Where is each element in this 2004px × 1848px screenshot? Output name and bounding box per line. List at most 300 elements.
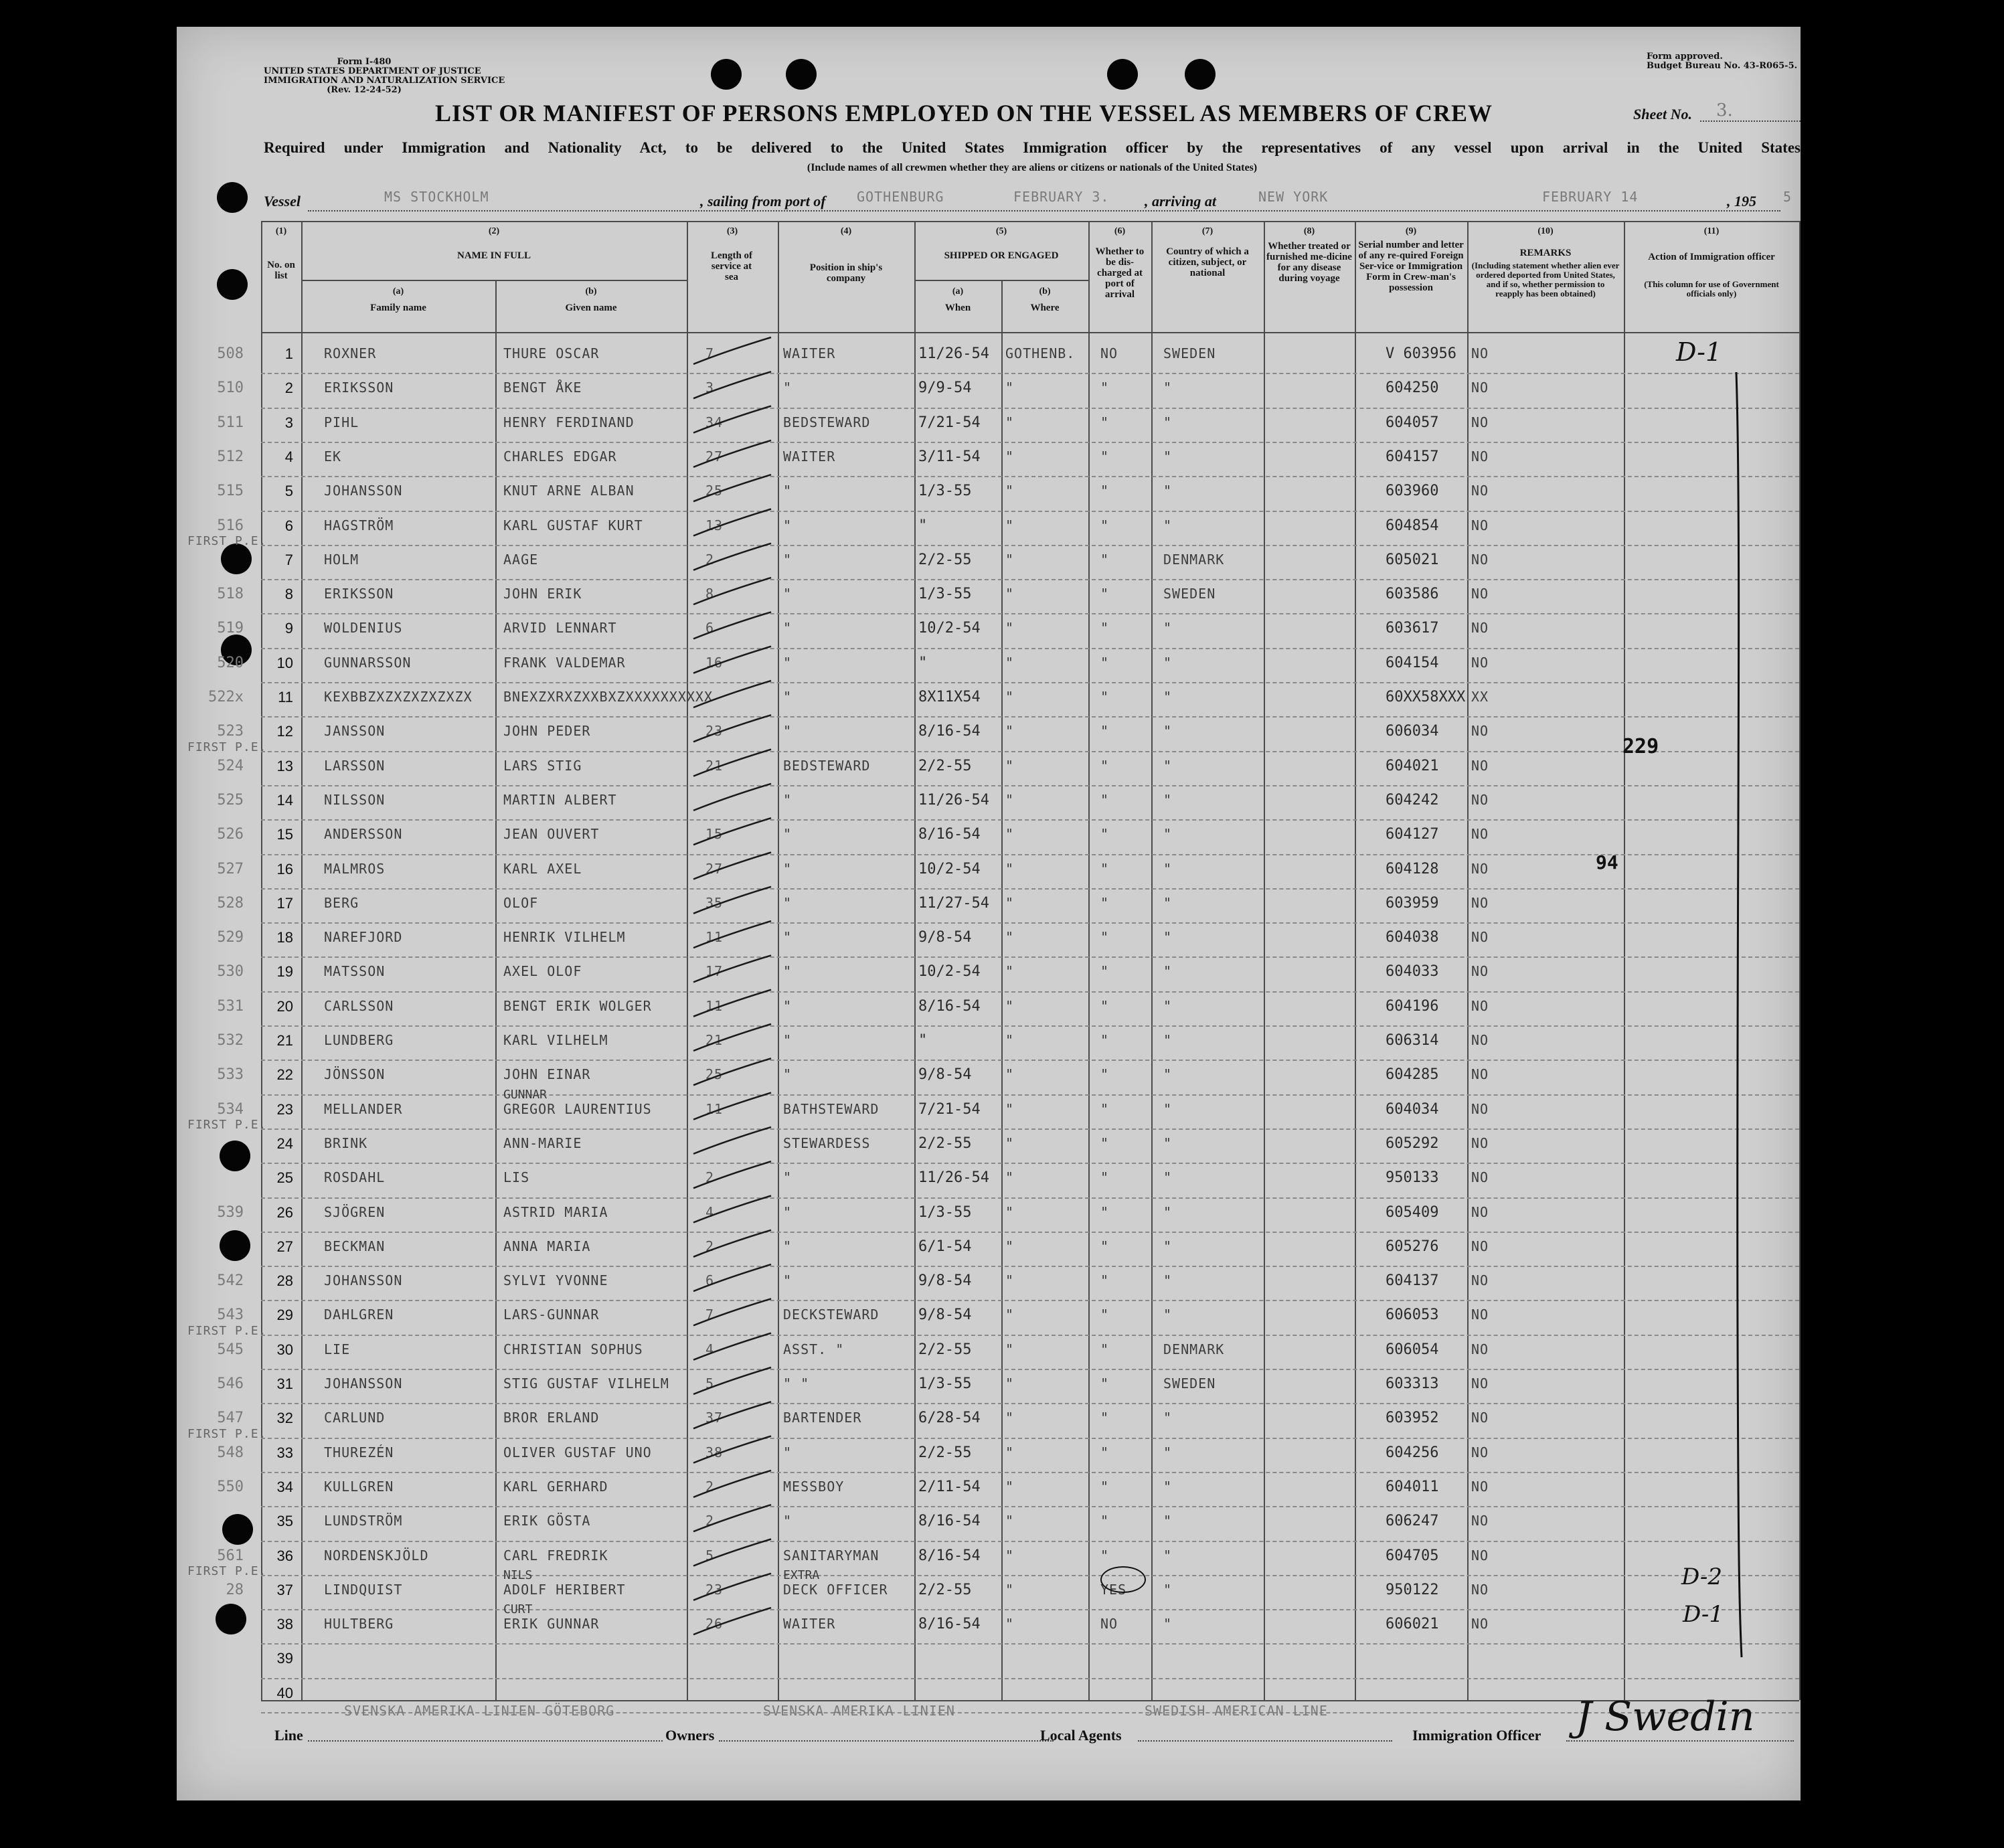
row-dis: " [1100, 1307, 1110, 1323]
revision: (Rev. 12-24-52) [327, 85, 402, 95]
row-dis: " [1100, 1272, 1110, 1289]
slash-mark [693, 1539, 771, 1566]
row-dis: " [1100, 894, 1110, 911]
row-rem: NO [1471, 963, 1489, 980]
row-los: 2 [705, 1478, 715, 1495]
row-dis: " [1100, 1375, 1110, 1392]
annotation-d1-top: D-1 [1676, 337, 1722, 367]
row-rem: NO [1471, 345, 1489, 361]
row-serial: 604034 [1386, 1100, 1439, 1118]
row-when: 1/3-55 [918, 586, 972, 603]
row-divider [261, 1506, 1799, 1507]
row-dis: " [1100, 723, 1110, 740]
row-serial: 603959 [1386, 894, 1439, 912]
row-country: " [1163, 1513, 1173, 1529]
row-serial: 60XX58XXX [1386, 689, 1466, 705]
row-ord: 529 [217, 929, 244, 946]
row-country: " [1163, 620, 1173, 637]
punch-hole [786, 59, 817, 90]
row-serial: 604127 [1386, 826, 1439, 843]
row-divider [261, 751, 1799, 752]
row-given: BROR ERLAND [503, 1410, 600, 1426]
row-no: 32 [276, 1410, 293, 1427]
row-country: " [1163, 1410, 1173, 1426]
col11-subheader: (This column for use of Government officials only) [1644, 279, 1779, 299]
sheet-label: Sheet No. [1633, 106, 1692, 122]
row-where: " [1005, 894, 1015, 911]
slash-mark [693, 1436, 771, 1463]
row-serial: 603586 [1386, 586, 1439, 603]
row-where: " [1005, 551, 1015, 568]
row-no: 35 [276, 1513, 293, 1530]
first-pe-label: FIRST P.E. [187, 1323, 267, 1338]
row-no: 34 [276, 1478, 293, 1495]
row-given: CHARLES EDGAR [503, 448, 617, 465]
row-rem: NO [1471, 1169, 1489, 1186]
row-given: OLIVER GUSTAF UNO [503, 1444, 652, 1460]
row-rem: NO [1471, 483, 1489, 499]
row-divider [261, 476, 1799, 477]
row-where: " [1005, 654, 1015, 671]
row-dis: " [1100, 1341, 1110, 1357]
row-rem: NO [1471, 1307, 1489, 1323]
punch-hole [220, 1141, 250, 1171]
row-given-top: GUNNAR [503, 1087, 548, 1102]
row-los: 2 [705, 1238, 715, 1254]
row-country: " [1163, 1238, 1173, 1254]
col5a-letter: (a) [952, 286, 964, 297]
row-serial: 604021 [1386, 757, 1439, 774]
row-pos: " [783, 1032, 792, 1048]
row-serial: V 603956 [1386, 345, 1456, 362]
col2-number: (2) [488, 226, 500, 236]
subheader-line [914, 280, 1088, 281]
owners-label: Owners [665, 1727, 715, 1744]
row-rem: NO [1471, 1410, 1489, 1426]
row-los: 13 [705, 517, 724, 533]
row-divider [261, 1369, 1799, 1370]
row-rem: NO [1471, 517, 1489, 533]
row-country: " [1163, 1203, 1173, 1220]
row-pos: BEDSTEWARD [783, 414, 871, 430]
row-where: " [1005, 1066, 1015, 1083]
col2b-letter: (b) [585, 286, 597, 297]
row-los: 7 [705, 1307, 715, 1323]
row-family: JOHANSSON [324, 1272, 403, 1289]
row-serial: 605021 [1386, 551, 1439, 568]
col8-number: (8) [1303, 226, 1315, 236]
row-los: 11 [705, 1100, 724, 1117]
row-rem: NO [1471, 860, 1489, 877]
row-no: 11 [278, 689, 293, 705]
sailing-label: , sailing from port of [700, 193, 826, 209]
row-given: KARL GERHARD [503, 1478, 608, 1495]
row-serial: 950122 [1386, 1581, 1439, 1598]
slash-mark [693, 1402, 771, 1428]
row-family: DAHLGREN [324, 1307, 394, 1323]
row-when: " [918, 654, 928, 671]
row-country: " [1163, 483, 1173, 499]
first-pe-label: FIRST P.E. [187, 1117, 267, 1132]
punch-hole [216, 1604, 246, 1634]
row-pos: " [783, 826, 792, 843]
row-dis: " [1100, 997, 1110, 1014]
row-divider [261, 511, 1799, 512]
row-serial: 604196 [1386, 997, 1439, 1015]
row-serial: 606247 [1386, 1513, 1439, 1530]
row-ord: 531 [217, 997, 244, 1015]
row-no: 31 [276, 1375, 293, 1392]
row-los: 25 [705, 1066, 724, 1083]
row-rem: NO [1471, 1203, 1489, 1220]
row-when: 1/3-55 [918, 483, 972, 500]
row-dis: " [1100, 1547, 1110, 1564]
arriving-port: NEW YORK [1258, 189, 1329, 205]
row-divider [261, 579, 1799, 580]
row-country: " [1163, 1547, 1173, 1564]
row-where: " [1005, 380, 1015, 396]
row-los: 6 [705, 1272, 715, 1289]
row-family: ROXNER [324, 345, 377, 361]
row-family: HAGSTRÖM [324, 517, 394, 533]
row-given: JOHN EINAR [503, 1066, 591, 1083]
row-family: CARLSSON [324, 997, 394, 1014]
row-divider [261, 991, 1799, 993]
subheader-line [301, 280, 687, 281]
row-ord: 548 [217, 1444, 244, 1461]
officer-signature: J Swedin [1576, 1693, 1755, 1740]
row-pos: " [783, 1066, 792, 1083]
col2a-letter: (a) [392, 286, 404, 297]
row-no: 12 [276, 723, 293, 740]
row-dis: " [1100, 860, 1110, 877]
line-label: Line [274, 1727, 303, 1744]
col3-header: Length of service at sea [710, 250, 753, 282]
row-pos: STEWARDESS [783, 1135, 871, 1151]
row-dis: YES [1100, 1581, 1127, 1598]
first-pe-label: FIRST P.E. [187, 533, 267, 548]
row-no: 40 [276, 1684, 293, 1701]
row-ord: 550 [217, 1478, 244, 1495]
row-pos: BATHSTEWARD [783, 1100, 880, 1117]
row-los: 27 [705, 448, 724, 465]
row-serial: 605276 [1386, 1238, 1439, 1255]
row-where: " [1005, 1616, 1015, 1632]
vessel-label: Vessel [264, 193, 301, 209]
row-family: LIE [324, 1341, 351, 1357]
row-country: DENMARK [1163, 551, 1225, 568]
row-given: JOHN PEDER [503, 723, 591, 740]
row-given: SYLVI YVONNE [503, 1272, 608, 1289]
row-rem: NO [1471, 791, 1489, 808]
row-dis: NO [1100, 345, 1118, 361]
first-pe-label: FIRST P.E. [187, 740, 267, 754]
row-where: GOTHENB. [1005, 345, 1076, 361]
col2a-header: Family name [370, 303, 426, 313]
col9-number: (9) [1405, 226, 1417, 236]
row-pos: WAITER [783, 1616, 836, 1632]
row-where: " [1005, 483, 1015, 499]
row-where: " [1005, 1581, 1015, 1598]
row-when: 8/16-54 [918, 826, 981, 843]
row-ord: 546 [217, 1375, 244, 1392]
row-family: SJÖGREN [324, 1203, 386, 1220]
row-given: KARL AXEL [503, 860, 582, 877]
row-family: ROSDAHL [324, 1169, 386, 1186]
row-rem: NO [1471, 929, 1489, 946]
row-no: 38 [276, 1616, 293, 1633]
action-bracket [1624, 332, 1799, 1700]
row-los: 26 [705, 1616, 724, 1632]
row-family: KEXBBZXZXZXZXZXZX [324, 689, 473, 705]
row-family: JOHANSSON [324, 483, 403, 499]
row-pos: " [783, 1203, 792, 1220]
row-los: 2 [705, 1169, 715, 1186]
col3-number: (3) [726, 226, 738, 236]
row-pos: DECK OFFICER [783, 1581, 888, 1598]
row-given: LARS STIG [503, 757, 582, 774]
row-dis: " [1100, 1135, 1110, 1151]
row-where: " [1005, 414, 1015, 430]
row-ord: 545 [217, 1341, 244, 1358]
col5b-letter: (b) [1039, 286, 1051, 297]
row-where: " [1005, 448, 1015, 465]
row-los: 3 [705, 380, 715, 396]
row-pos: " [783, 929, 792, 946]
row-divider [261, 1266, 1799, 1267]
row-when: 6/28-54 [918, 1410, 981, 1427]
row-ord: 524 [217, 757, 244, 774]
row-pos: " [783, 963, 792, 980]
row-rem: NO [1471, 620, 1489, 637]
col10-number: (10) [1537, 226, 1554, 236]
row-ord: 518 [217, 586, 244, 603]
row-when: 7/21-54 [918, 1100, 981, 1118]
row-los: 25 [705, 483, 724, 499]
slash-mark [693, 578, 771, 604]
row-country: " [1163, 929, 1173, 946]
row-los: 5 [705, 1375, 715, 1392]
sheet-number: 3. [1716, 100, 1733, 120]
row-country: " [1163, 1100, 1173, 1117]
row-where: " [1005, 757, 1015, 774]
row-given: LIS [503, 1169, 530, 1186]
row-family: MELLANDER [324, 1100, 403, 1117]
row-no: 18 [276, 929, 293, 946]
row-dis: NO [1100, 1616, 1118, 1632]
row-where: " [1005, 1444, 1015, 1460]
row-country: " [1163, 448, 1173, 465]
slash-mark [693, 1298, 771, 1325]
row-divider [261, 373, 1799, 374]
row-dis: " [1100, 551, 1110, 568]
row-dis: " [1100, 757, 1110, 774]
row-divider [261, 1403, 1799, 1404]
row-when: 11/27-54 [918, 894, 989, 912]
row-given-top: CURT [503, 1602, 533, 1617]
row-serial: 604057 [1386, 414, 1439, 431]
row-los: 4 [705, 1341, 715, 1357]
row-ord: 530 [217, 963, 244, 981]
slash-mark [693, 1574, 771, 1600]
punch-hole [1107, 59, 1138, 90]
arriving-date: FEBRUARY 14 [1542, 189, 1639, 205]
row-given: ARVID LENNART [503, 620, 617, 637]
table-bottom-border [261, 1700, 1799, 1701]
row-no: 5 [284, 483, 293, 500]
row-when: 1/3-55 [918, 1203, 972, 1221]
row-divider [261, 854, 1799, 855]
row-divider [261, 819, 1799, 821]
row-los: 38 [705, 1444, 724, 1460]
slash-mark [693, 990, 771, 1017]
yes-circle [1100, 1566, 1146, 1593]
row-family: MALMROS [324, 860, 386, 877]
required-text: Required under Immigration and Nationality Act, to be delivered to the United States Immigration officer by the representatives of any vessel upon arrival in the United States [264, 139, 1801, 156]
row-given: KNUT ARNE ALBAN [503, 483, 635, 499]
row-no: 14 [276, 791, 293, 809]
row-rem: NO [1471, 1513, 1489, 1529]
row-family: NAREFJORD [324, 929, 403, 946]
row-divider [261, 442, 1799, 443]
row-ord: 543 [217, 1307, 244, 1324]
row-when: 3/11-54 [918, 448, 981, 465]
row-los: 5 [705, 1547, 715, 1564]
row-given: CARL FREDRIK [503, 1547, 608, 1564]
row-ord: 527 [217, 860, 244, 877]
row-no: 37 [276, 1581, 293, 1598]
row-no: 26 [276, 1203, 293, 1221]
form-approved: Form approved. [1647, 52, 1723, 62]
row-divider [261, 1025, 1799, 1027]
col5-number: (5) [995, 226, 1007, 236]
row-divider [261, 613, 1799, 614]
line-underline [308, 1740, 663, 1742]
row-divider [261, 1197, 1799, 1199]
row-given: LARS-GUNNAR [503, 1307, 600, 1323]
annotation-94: 94 [1596, 851, 1618, 873]
row-divider [261, 1643, 1799, 1645]
row-given: JEAN OUVERT [503, 826, 600, 843]
row-ord: 534 [217, 1100, 244, 1118]
slash-mark [693, 887, 771, 914]
row-dis: " [1100, 380, 1110, 396]
row-no: 30 [276, 1341, 293, 1358]
row-pos: " [783, 791, 792, 808]
row-family: THUREZÉN [324, 1444, 394, 1460]
row-los: 23 [705, 1581, 724, 1598]
row-serial: 950133 [1386, 1169, 1439, 1187]
row-country: " [1163, 654, 1173, 671]
row-dis: " [1100, 1410, 1110, 1426]
agents-value: SWEDISH AMERICAN LINE [1145, 1703, 1328, 1719]
row-pos: " [783, 860, 792, 877]
row-family: HULTBERG [324, 1616, 394, 1632]
row-pos: WAITER [783, 448, 836, 465]
row-where: " [1005, 860, 1015, 877]
row-given: AXEL OLOF [503, 963, 582, 980]
row-no: 36 [276, 1547, 293, 1564]
row-where: " [1005, 929, 1015, 946]
row-country: " [1163, 963, 1173, 980]
col-sep [1799, 221, 1801, 1700]
row-country: " [1163, 1066, 1173, 1083]
row-rem: NO [1471, 1238, 1489, 1254]
row-country: " [1163, 1272, 1173, 1289]
row-rem: NO [1471, 654, 1489, 671]
row-dis: " [1100, 1478, 1110, 1495]
row-los: 8 [705, 586, 715, 602]
row-when: 9/9-54 [918, 380, 972, 397]
row-rem: NO [1471, 586, 1489, 602]
row-pos: BEDSTEWARD [783, 757, 871, 774]
row-rem: NO [1471, 1616, 1489, 1632]
row-serial: 605292 [1386, 1135, 1439, 1152]
row-given: BENGT ERIK WOLGER [503, 997, 652, 1014]
row-dis: " [1100, 1169, 1110, 1186]
row-family: JÖNSSON [324, 1066, 386, 1083]
row-ord: 520 [217, 654, 244, 671]
row-divider [261, 1678, 1799, 1679]
row-when: 2/2-55 [918, 1444, 972, 1461]
col4-header: Position in ship's company [809, 262, 883, 284]
col10-header: REMARKS [1519, 248, 1572, 258]
year-suffix: 5 [1783, 189, 1792, 205]
slash-mark [693, 681, 771, 707]
row-no: 9 [284, 620, 293, 637]
row-los: 4 [705, 1203, 715, 1220]
owners-underline [719, 1740, 1054, 1742]
arriving-label: , arriving at [1145, 193, 1216, 209]
row-when: 8X11X54 [918, 689, 981, 705]
row-pos-top: EXTRA [783, 1568, 820, 1582]
row-country: " [1163, 791, 1173, 808]
row-serial: 603617 [1386, 620, 1439, 637]
row-dis: " [1100, 414, 1110, 430]
row-rem: NO [1471, 1375, 1489, 1392]
row-given: ASTRID MARIA [503, 1203, 608, 1220]
row-country: " [1163, 894, 1173, 911]
row-no: 33 [276, 1444, 293, 1461]
row-where: " [1005, 1100, 1015, 1117]
col7-number: (7) [1201, 226, 1214, 236]
row-divider [261, 1438, 1799, 1439]
row-dis: " [1100, 1513, 1110, 1529]
row-given: ANNA MARIA [503, 1238, 591, 1254]
row-family: BECKMAN [324, 1238, 386, 1254]
row-pos: BARTENDER [783, 1410, 862, 1426]
row-when: 11/26-54 [918, 345, 989, 362]
row-serial: 604011 [1386, 1478, 1439, 1495]
row-when: 9/8-54 [918, 1307, 972, 1324]
row-country: " [1163, 414, 1173, 430]
row-serial: 606053 [1386, 1307, 1439, 1324]
punch-hole [222, 1514, 253, 1545]
row-where: " [1005, 1135, 1015, 1151]
row-serial: 604033 [1386, 963, 1439, 981]
row-when: 8/16-54 [918, 997, 981, 1015]
row-dis: " [1100, 929, 1110, 946]
row-family: BERG [324, 894, 359, 911]
row-family: JOHANSSON [324, 1375, 403, 1392]
row-given: MARTIN ALBERT [503, 791, 617, 808]
row-serial: 604242 [1386, 791, 1439, 809]
row-pos: " [783, 894, 792, 911]
row-divider [261, 648, 1799, 649]
row-dis: " [1100, 620, 1110, 637]
annotation-229: 229 [1622, 735, 1659, 758]
row-where: " [1005, 997, 1015, 1014]
